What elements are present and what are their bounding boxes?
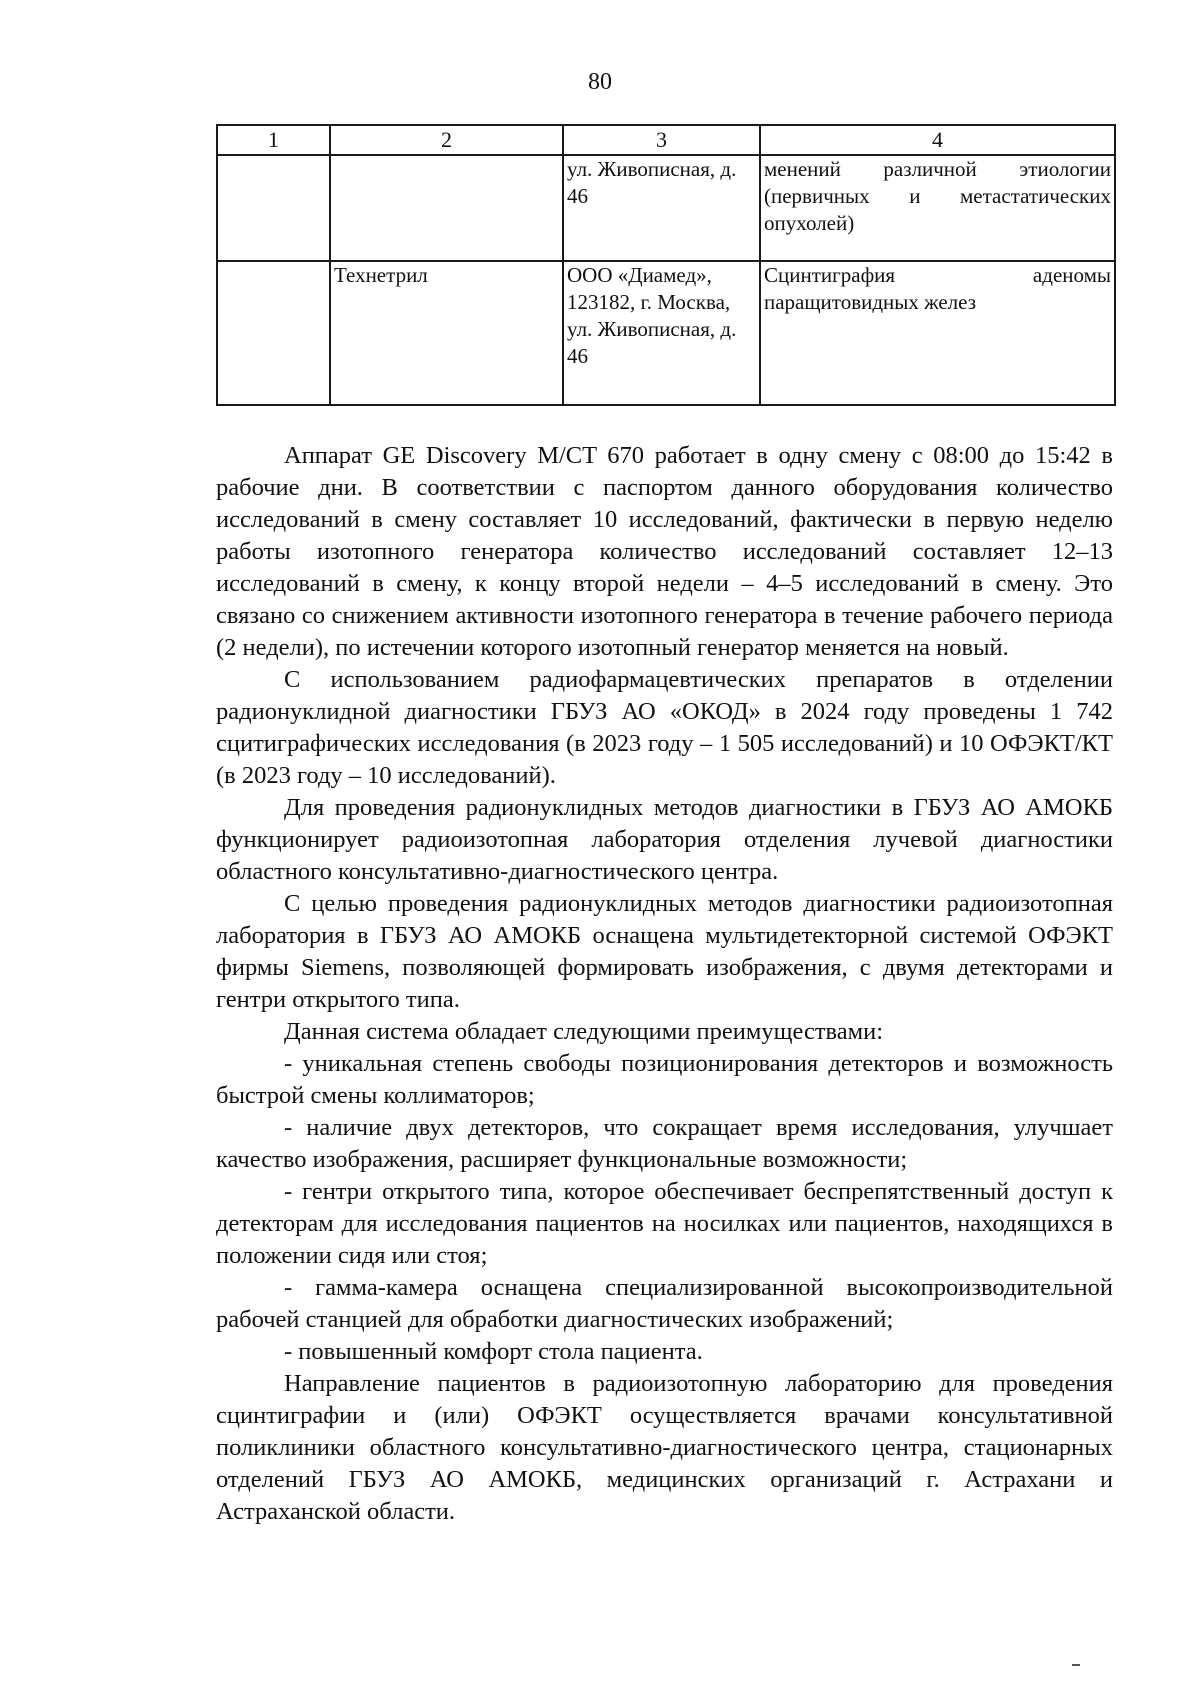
table-header-cell: 4 xyxy=(760,125,1115,155)
list-item: - наличие двух детекторов, что сокращает время исследования, улучшает качество изображения, расширяет функциональные возможности; xyxy=(216,1114,1113,1173)
table-cell: ООО «Диамед», 123182, г. Москва, ул. Живописная, д. 46 xyxy=(563,261,760,405)
list-item: - гамма-камера оснащена специализированной высокопроизводительной рабочей станцией для обработки диагностических изображений; xyxy=(216,1274,1113,1333)
continuation-table xyxy=(216,124,1116,406)
paragraph: С целью проведения радионуклидных методов диагностики радиоизотопная лаборатория в ГБУЗ АО АМОКБ оснащена мультидетекторной системой ОФЭКТ фирмы Siemens, позволяющей формировать изображения, с двумя детекторами и гентри открытого типа. xyxy=(216,890,1113,1013)
list-item: - гентри открытого типа, которое обеспечивает беспрепятственный доступ к детекторам для исследования пациентов на носилках или пациентов, находящихся в положении сидя или стоя; xyxy=(216,1178,1113,1269)
paragraph: Аппарат GE Discovery M/CT 670 работает в одну смену с 08:00 до 15:42 в рабочие дни. В соответствии с паспортом данного оборудования количество исследований в смену составляет 10 исследований, фактически в первую неделю работы изотопного генератора количество исследований составляет 12–13 исследований в смену, к концу второй недели – 4–5 исследований в смену. Это связано со снижением активности изотопного генератора в течение рабочего периода (2 недели), по истечении которого изотопный генератор меняется на новый. xyxy=(216,442,1113,661)
page-number: 80 xyxy=(588,69,612,95)
table-cell: Технетрил xyxy=(330,261,563,405)
table-header-cell: 3 xyxy=(563,125,760,155)
scan-artifact xyxy=(1072,1664,1080,1666)
table-header-cell: 2 xyxy=(330,125,563,155)
table-header-row xyxy=(217,125,1115,155)
paragraph: Направление пациентов в радиоизотопную лабораторию для проведения сцинтиграфии и (или) ОФЭКТ осуществляется врачами консультативной поликлиники областного консультативно-диагностического центра, стационарных отделений ГБУЗ АО АМОКБ, медицинских организаций г. Астрахани и Астраханской области. xyxy=(216,1370,1113,1525)
table-cell xyxy=(217,155,330,261)
table-cell: ул. Живописная, д. 46 xyxy=(563,155,760,261)
table-cell: Сцинтиграфия аденомы паращитовидных желез xyxy=(760,261,1115,405)
table-row xyxy=(217,155,1115,261)
table-header-cell: 1 xyxy=(217,125,330,155)
list-item: - уникальная степень свободы позиционирования детекторов и возможность быстрой смены коллиматоров; xyxy=(216,1050,1113,1109)
list-item: - повышенный комфорт стола пациента. xyxy=(284,1338,703,1365)
paragraph: С использованием радиофармацевтических препаратов в отделении радионуклидной диагностики ГБУЗ АО «ОКОД» в 2024 году проведены 1 742 сцитиграфических исследования (в 2023 году – 1 505 исследований) и 10 ОФЭКТ/КТ (в 2023 году – 10 исследований). xyxy=(216,666,1113,789)
body-text xyxy=(216,440,1113,1528)
table-row xyxy=(217,261,1115,405)
table-cell xyxy=(330,155,563,261)
table-cell: менений различной этиологии (первичных и метастатических опухолей) xyxy=(760,155,1115,261)
paragraph: Для проведения радионуклидных методов диагностики в ГБУЗ АО АМОКБ функционирует радиоизотопная лаборатория отделения лучевой диагностики областного консультативно-диагностического центра. xyxy=(216,794,1113,885)
paragraph: Данная система обладает следующими преимуществами: xyxy=(284,1018,884,1045)
table-cell xyxy=(217,261,330,405)
